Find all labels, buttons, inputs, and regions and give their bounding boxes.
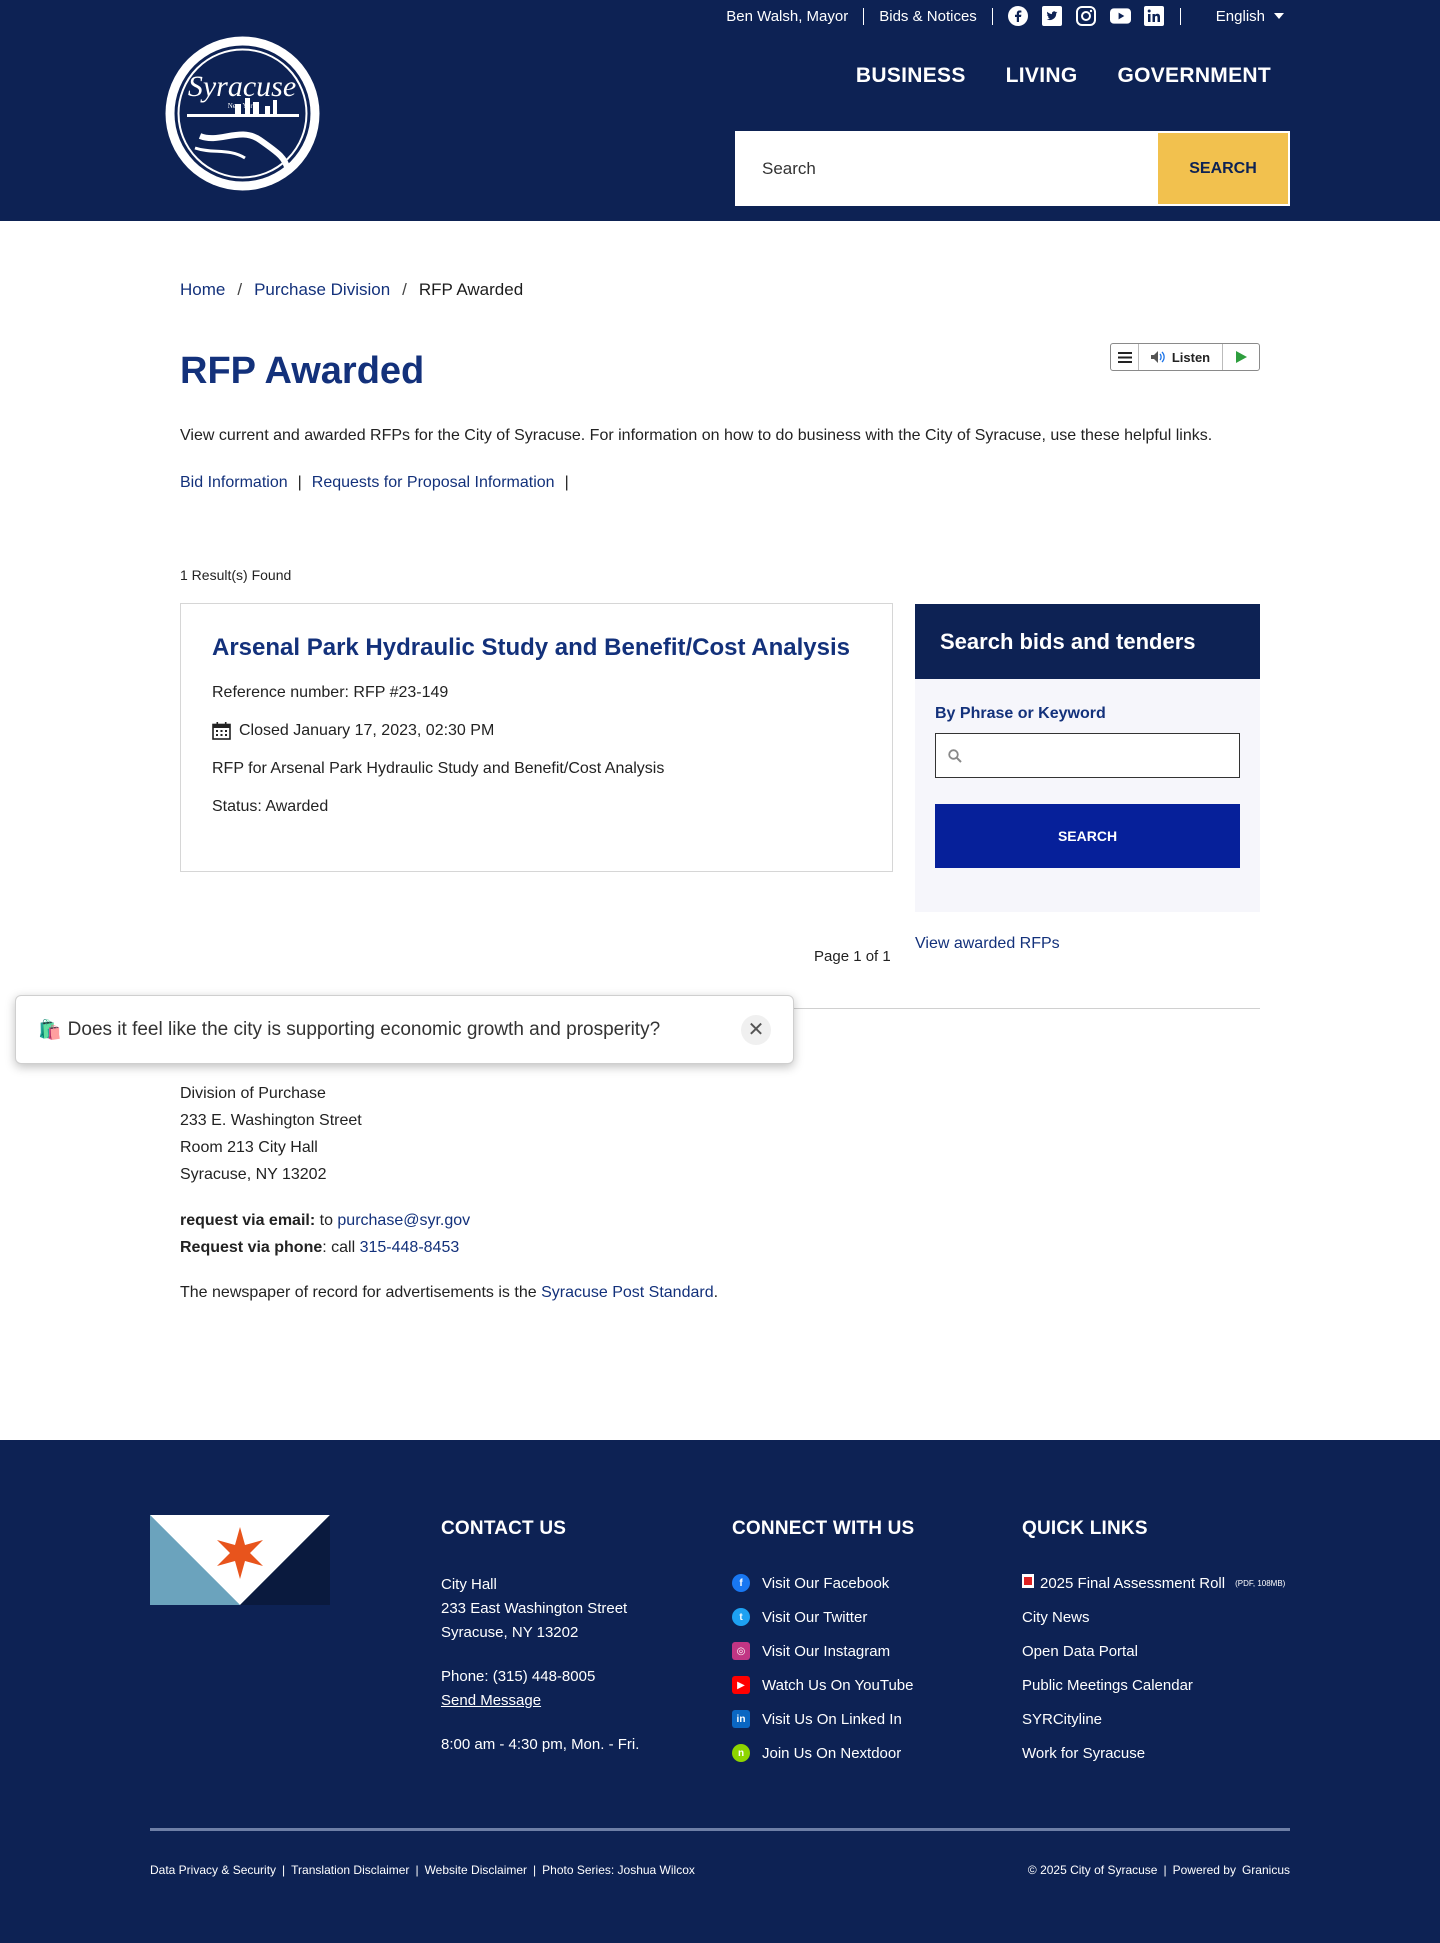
rfp-description xyxy=(212,760,861,778)
listen-button[interactable] xyxy=(1139,344,1223,370)
facebook-icon[interactable] xyxy=(1008,6,1029,27)
helpful-links xyxy=(180,474,569,492)
site-header xyxy=(0,0,1440,221)
listen-widget xyxy=(1110,343,1260,371)
rfp-reference xyxy=(212,684,861,702)
connect-label: Watch Us On YouTube xyxy=(762,1676,914,1694)
instagram-icon: ◎ xyxy=(732,1642,750,1660)
close-icon[interactable]: ✕ xyxy=(741,1015,771,1045)
footer-hours: 8:00 am - 4:30 pm, Mon. - Fri. xyxy=(441,1736,640,1753)
breadcrumb-separator: / xyxy=(402,280,407,299)
quick-link-assessment[interactable] xyxy=(1022,1566,1285,1600)
divider xyxy=(150,1828,1290,1831)
youtube-icon: ▶ xyxy=(732,1676,750,1694)
quick-link-label: SYRCityline xyxy=(1022,1710,1103,1728)
powered-by-text: Powered by xyxy=(1172,1863,1236,1877)
link-separator: | xyxy=(1163,1863,1167,1877)
connect-label: Visit Our Twitter xyxy=(762,1608,868,1626)
linkedin-icon: in xyxy=(732,1710,750,1728)
quick-link-label: Open Data Portal xyxy=(1022,1642,1138,1660)
main-navigation xyxy=(856,64,1271,88)
rfp-result-card xyxy=(180,603,893,872)
quick-link-city-news[interactable] xyxy=(1022,1600,1285,1634)
calendar-icon xyxy=(212,722,231,740)
language-label: English xyxy=(1215,7,1265,25)
page-title: RFP Awarded xyxy=(180,350,425,392)
connect-nextdoor[interactable] xyxy=(732,1736,914,1770)
divider xyxy=(992,8,993,25)
keyword-search-input[interactable] xyxy=(935,733,1240,778)
granicus-link[interactable]: Granicus xyxy=(1241,1863,1290,1877)
youtube-icon[interactable] xyxy=(1110,6,1131,27)
quick-link-label: Public Meetings Calendar xyxy=(1022,1676,1193,1694)
reference-text: Reference number: RFP #23-149 xyxy=(212,684,449,701)
intro-text: View current and awarded RFPs for the City of Syracuse. For information on how to do business with the City of Syracuse, use these helpful links. xyxy=(180,427,1213,444)
address-line: Syracuse, NY 13202 xyxy=(180,1166,327,1183)
search-icon xyxy=(948,749,962,763)
link-separator: | xyxy=(282,1863,286,1877)
link-separator: | xyxy=(564,474,569,491)
link-separator: | xyxy=(415,1863,419,1877)
newspaper-end: . xyxy=(713,1284,719,1301)
phone-label: Request via phone xyxy=(180,1239,323,1256)
link-separator: | xyxy=(297,474,302,491)
description-text: RFP for Arsenal Park Hydraulic Study and Benefit/Cost Analysis xyxy=(212,760,665,777)
divider xyxy=(1180,8,1181,25)
quick-link-label: Work for Syracuse xyxy=(1022,1744,1146,1762)
divider xyxy=(863,8,864,25)
logo-subtext: New York xyxy=(227,102,257,110)
twitter-icon[interactable] xyxy=(1042,6,1063,27)
address-line: Room 213 City Hall xyxy=(180,1139,318,1156)
listen-label: Listen xyxy=(1171,349,1211,365)
linkedin-icon[interactable] xyxy=(1144,6,1165,27)
menu-icon[interactable] xyxy=(1111,344,1139,370)
language-selector[interactable] xyxy=(1216,8,1284,25)
copyright-text: © 2025 City of Syracuse xyxy=(1027,1863,1158,1877)
phrase-keyword-label: By Phrase or Keyword xyxy=(935,705,1106,722)
city-seal-logo[interactable] xyxy=(165,36,320,191)
footer-contact-heading: CONTACT US xyxy=(441,1518,567,1539)
footer-connect xyxy=(732,1518,914,1770)
connect-instagram[interactable] xyxy=(732,1634,914,1668)
newspaper-text: The newspaper of record for advertisements is the xyxy=(180,1284,542,1301)
nav-business[interactable]: BUSINESS xyxy=(855,64,966,87)
bids-search-button[interactable]: SEARCH xyxy=(935,804,1240,868)
connect-linkedin[interactable] xyxy=(732,1702,914,1736)
pagination-info: Page 1 of 1 xyxy=(814,948,891,965)
footer-quick-links xyxy=(1022,1518,1285,1770)
connect-youtube[interactable] xyxy=(732,1668,914,1702)
legal-translation-link[interactable]: Translation Disclaimer xyxy=(291,1863,410,1877)
feedback-question[interactable]: Does it feel like the city is supporting economic growth and prosperity? xyxy=(67,1018,661,1040)
facebook-icon: f xyxy=(732,1574,750,1592)
connect-label: Visit Our Facebook xyxy=(762,1574,890,1592)
pdf-icon xyxy=(1022,1574,1034,1592)
phone-line xyxy=(180,1234,470,1261)
footer-address-line: Syracuse, NY 13202 xyxy=(441,1624,579,1641)
link-separator: | xyxy=(533,1863,537,1877)
quick-link-work[interactable] xyxy=(1022,1736,1285,1770)
status-text: Status: Awarded xyxy=(212,798,329,815)
legal-privacy-link[interactable]: Data Privacy & Security xyxy=(150,1863,277,1877)
logo-wordmark: Syracuse xyxy=(187,70,297,103)
email-link[interactable]: purchase@syr.gov xyxy=(337,1212,471,1229)
nav-government[interactable]: GOVERNMENT xyxy=(1117,64,1271,87)
rfp-status xyxy=(212,798,861,816)
feedback-popup xyxy=(15,995,794,1064)
breadcrumb-purchase-division[interactable]: Purchase Division xyxy=(254,280,391,299)
address-line: Division of Purchase xyxy=(180,1085,326,1102)
quick-link-meetings[interactable] xyxy=(1022,1668,1285,1702)
results-count: 1 Result(s) Found xyxy=(180,567,292,583)
connect-label: Visit Our Instagram xyxy=(762,1642,891,1660)
footer-contact xyxy=(441,1518,639,1757)
connect-label: Join Us On Nextdoor xyxy=(762,1744,902,1762)
search-bids-heading: Search bids and tenders xyxy=(915,604,1260,679)
quick-link-label: City News xyxy=(1022,1608,1090,1626)
search-bids-panel xyxy=(915,604,1260,912)
footer-phone: Phone: (315) 448-8005 xyxy=(441,1668,596,1685)
search-input[interactable] xyxy=(737,133,1158,204)
phone-prefix: : call xyxy=(322,1239,360,1256)
quick-link-syrcityline[interactable] xyxy=(1022,1702,1285,1736)
rfp-title-link[interactable]: Arsenal Park Hydraulic Study and Benefit/Cost Analysis xyxy=(212,634,850,661)
photo-credit: Photo Series: Joshua Wilcox xyxy=(542,1863,695,1877)
file-note: (PDF, 108MB) xyxy=(1235,1578,1286,1588)
instagram-icon[interactable] xyxy=(1076,6,1097,27)
newspaper-note xyxy=(180,1284,718,1302)
quick-link-open-data[interactable] xyxy=(1022,1634,1285,1668)
email-prefix: to xyxy=(315,1212,338,1229)
legal-website-disclaimer-link[interactable]: Website Disclaimer xyxy=(424,1863,528,1877)
connect-twitter[interactable] xyxy=(732,1600,914,1634)
email-line xyxy=(180,1207,470,1234)
address-line: 233 E. Washington Street xyxy=(180,1112,362,1129)
speaker-icon xyxy=(1151,351,1167,363)
copyright xyxy=(1028,1863,1290,1877)
play-icon[interactable] xyxy=(1223,344,1259,370)
footer-address-line: City Hall xyxy=(441,1576,497,1593)
mayor-link[interactable]: Ben Walsh, Mayor xyxy=(726,7,849,25)
purchase-address xyxy=(180,1080,362,1188)
closed-text: Closed January 17, 2023, 02:30 PM xyxy=(239,722,495,739)
email-label: request via email: xyxy=(180,1212,316,1229)
nextdoor-icon: n xyxy=(732,1744,750,1762)
nav-living[interactable]: LIVING xyxy=(1005,64,1078,87)
rfp-information-link[interactable]: Requests for Proposal Information xyxy=(311,474,555,491)
bid-information-link[interactable]: Bid Information xyxy=(180,474,288,491)
bids-notices-link[interactable]: Bids & Notices xyxy=(879,7,977,25)
site-footer xyxy=(0,1440,1440,1943)
shopping-bags-icon: 🛍️ xyxy=(38,1019,62,1041)
footer-address-line: 233 East Washington Street xyxy=(441,1600,628,1617)
footer-quick-heading: QUICK LINKS xyxy=(1022,1518,1148,1539)
connect-label: Visit Us On Linked In xyxy=(762,1710,902,1728)
newspaper-link[interactable]: Syracuse Post Standard xyxy=(541,1284,714,1301)
site-search xyxy=(735,131,1290,206)
quick-link-label: 2025 Final Assessment Roll xyxy=(1040,1574,1226,1592)
purchase-contact xyxy=(180,1207,470,1261)
breadcrumb-home[interactable]: Home xyxy=(180,280,226,299)
footer-connect-heading: CONNECT WITH US xyxy=(732,1518,915,1539)
legal-links xyxy=(150,1863,695,1877)
chevron-down-icon xyxy=(1274,13,1284,19)
search-button[interactable]: SEARCH xyxy=(1158,133,1288,204)
breadcrumb-separator: / xyxy=(237,280,243,299)
rfp-closed-date xyxy=(212,722,861,740)
utility-bar xyxy=(726,0,1284,32)
twitter-icon: t xyxy=(732,1608,750,1626)
social-links xyxy=(1008,6,1165,27)
breadcrumb-current: RFP Awarded xyxy=(418,280,524,299)
send-message-link[interactable]: Send Message xyxy=(441,1692,542,1709)
view-awarded-rfps-link[interactable]: View awarded RFPs xyxy=(915,935,1060,952)
breadcrumb xyxy=(180,280,523,300)
phone-link[interactable]: 315-448-8453 xyxy=(359,1239,460,1256)
connect-facebook[interactable] xyxy=(732,1566,914,1600)
city-flag-logo xyxy=(150,1515,330,1605)
